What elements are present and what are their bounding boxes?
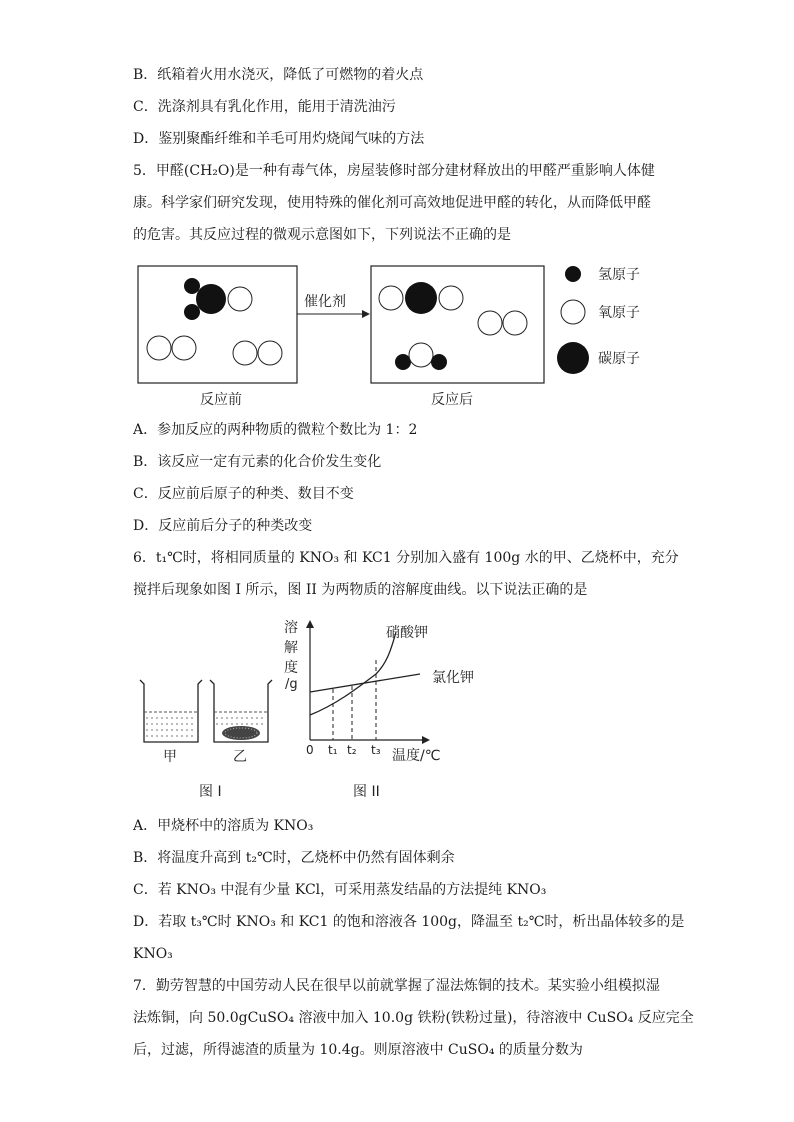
- legend-carbon-label: 碳原子: [598, 351, 640, 367]
- t1-label: t₁: [328, 743, 338, 757]
- hydrogen-atom: [184, 278, 200, 294]
- q5-reaction-diagram: [130, 258, 670, 418]
- q4-option-b: B．纸箱着火用水浇灭，降低了可燃物的着火点: [133, 67, 424, 83]
- y-label-1: 溶: [284, 620, 298, 636]
- catalyst-label: 催化剂: [304, 294, 346, 310]
- oxygen-atom: [172, 336, 196, 360]
- legend-hydrogen-swatch: [565, 266, 581, 282]
- q6-stem-line1: 6．t₁℃时，将相同质量的 KNO₃ 和 KC1 分别加入盛有 100g 水的甲、乙烧杯中，充分: [133, 550, 679, 566]
- kcl-curve: [310, 674, 420, 692]
- oxygen-atom: [409, 343, 433, 367]
- carbon-atom: [196, 284, 226, 314]
- before-caption: 反应前: [200, 392, 242, 408]
- q6-option-c: C．若 KNO₃ 中混有少量 KCl，可采用蒸发结晶的方法提纯 KNO₃: [133, 882, 547, 898]
- legend-oxygen-label: 氧原子: [598, 305, 640, 321]
- q5-stem-line3: 的危害。其反应过程的微观示意图如下，下列说法不正确的是: [133, 227, 511, 243]
- q4-option-d: D．鉴别聚酯纤维和羊毛可用灼烧闻气味的方法: [133, 131, 425, 147]
- fig1-caption: 图 I: [199, 784, 222, 800]
- q5-option-b: B．该反应一定有元素的化合价发生变化: [133, 454, 382, 470]
- y-label-4: /g: [285, 677, 298, 692]
- q5-option-a: A．参加反应的两种物质的微粒个数比为 1：2: [133, 422, 418, 438]
- legend-oxygen-swatch: [561, 300, 585, 324]
- before-box: [138, 266, 297, 383]
- q7-stem-line1: 7．勤劳智慧的中国劳动人民在很早以前就掌握了湿法炼铜的技术。某实验小组模拟湿: [133, 978, 660, 994]
- solubility-chart: [284, 619, 474, 800]
- x-axis-label: 温度/℃: [392, 748, 441, 764]
- oxygen-atom: [228, 287, 252, 311]
- fig2-caption: 图 II: [353, 784, 380, 800]
- legend-hydrogen-label: 氢原子: [598, 267, 640, 283]
- kno3-label: 硝酸钾: [386, 625, 428, 641]
- q6-figures: [130, 612, 490, 804]
- q5-option-d: D．反应前后分子的种类改变: [133, 518, 313, 534]
- hydrogen-atom: [431, 354, 447, 370]
- q6-option-b: B．将温度升高到 t₂℃时，乙烧杯中仍然有固体剩余: [133, 850, 455, 866]
- hydrogen-atom: [184, 304, 200, 320]
- kcl-label: 氯化钾: [432, 670, 474, 686]
- q6-stem-line2: 搅拌后现象如图 I 所示，图 II 为两物质的溶解度曲线。以下说法正确的是: [133, 582, 588, 598]
- q6-option-d-line2: KNO₃: [133, 946, 173, 962]
- oxygen-atom: [478, 311, 502, 335]
- origin-label: 0: [306, 743, 314, 757]
- kno3-curve: [310, 632, 396, 715]
- t3-label: t₃: [371, 743, 381, 757]
- oxygen-atom: [439, 286, 463, 310]
- beaker-jia-label: 甲: [163, 749, 177, 765]
- t2-label: t₂: [347, 743, 357, 757]
- q5-stem-line2: 康。科学家们研究发现，使用特殊的催化剂可高效地促进甲醛的转化，从而降低甲醛: [133, 195, 651, 211]
- legend-carbon-swatch: [557, 342, 589, 374]
- carbon-atom: [405, 282, 437, 314]
- q6-option-a: A．甲烧杯中的溶质为 KNO₃: [133, 818, 314, 834]
- oxygen-atom: [379, 286, 403, 310]
- oxygen-atom: [503, 311, 527, 335]
- oxygen-atom: [233, 341, 257, 365]
- beaker-yi-label: 乙: [233, 749, 247, 765]
- arrow-head: [362, 310, 370, 318]
- y-label-3: 度: [284, 660, 298, 676]
- q7-stem-line3: 后，过滤，所得滤渣的质量为 10.4g。则原溶液中 CuSO₄ 的质量分数为: [133, 1042, 583, 1058]
- undissolved-solid: [222, 726, 260, 740]
- q5-option-c: C．反应前后原子的种类、数目不变: [133, 486, 354, 502]
- beaker-jia: [140, 680, 202, 742]
- q7-stem-line2: 法炼铜，向 50.0gCuSO₄ 溶液中加入 10.0g 铁粉(铁粉过量)，待溶液中 CuSO₄ 反应完全: [133, 1010, 694, 1026]
- after-caption: 反应后: [431, 392, 473, 408]
- q6-option-d-line1: D．若取 t₃℃时 KNO₃ 和 KC1 的饱和溶液各 100g，降温至 t₂℃时，析出晶体较多的是: [133, 914, 685, 930]
- q5-stem-line1: 5．甲醛(CH₂O)是一种有毒气体，房屋装修时部分建材释放出的甲醛严重影响人体健: [133, 163, 655, 179]
- q4-option-c: C．洗涤剂具有乳化作用，能用于清洗油污: [133, 99, 396, 115]
- y-label-2: 解: [284, 640, 298, 656]
- beaker-yi: [210, 680, 272, 742]
- oxygen-atom: [258, 341, 282, 365]
- oxygen-atom: [147, 336, 171, 360]
